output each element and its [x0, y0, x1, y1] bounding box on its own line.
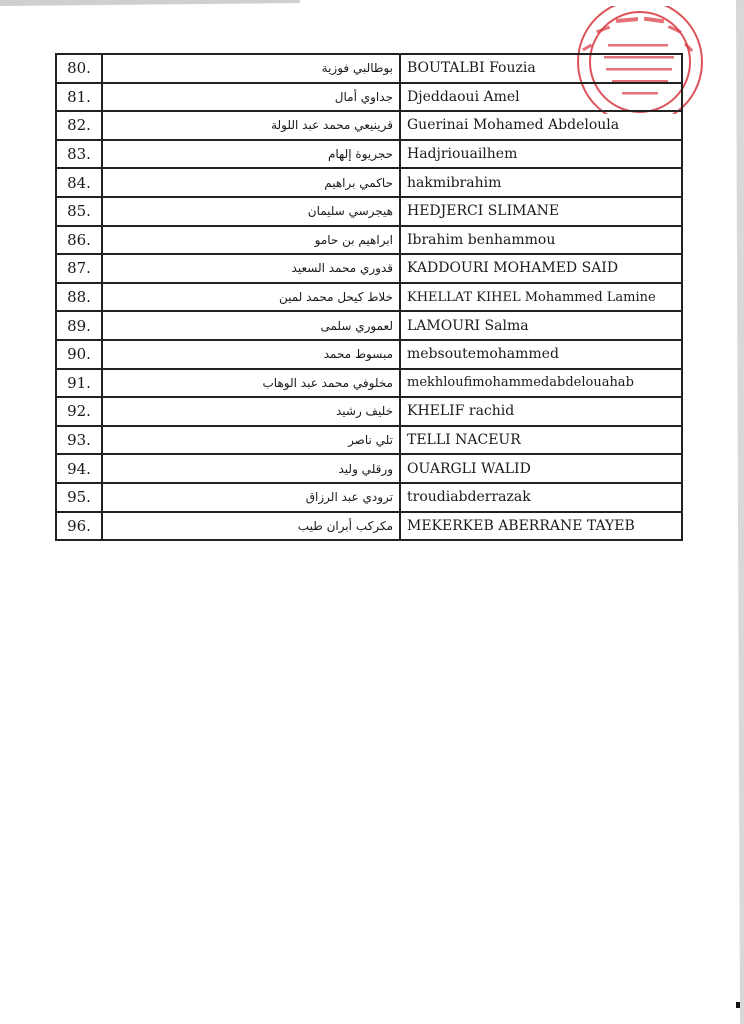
- table-row: [56, 226, 682, 255]
- arabic-name: بوطالبي فوزية: [102, 54, 400, 83]
- row-number: 83.: [56, 140, 102, 169]
- table-row: [56, 197, 682, 226]
- row-number: 92.: [56, 397, 102, 426]
- table-row: [56, 454, 682, 483]
- arabic-name: ورقلي وليد: [102, 454, 400, 483]
- latin-name: hakmibrahim: [400, 168, 682, 197]
- arabic-name: جداوي أمال: [102, 83, 400, 112]
- row-number: 87.: [56, 254, 102, 283]
- row-number: 90.: [56, 340, 102, 369]
- row-number: 80.: [56, 54, 102, 83]
- row-number: 95.: [56, 483, 102, 512]
- student-list-table: [55, 53, 683, 541]
- row-number: 93.: [56, 426, 102, 455]
- table-row: [56, 111, 682, 140]
- table-row: [56, 397, 682, 426]
- arabic-name: خليف رشيد: [102, 397, 400, 426]
- row-number: 94.: [56, 454, 102, 483]
- row-number: 85.: [56, 197, 102, 226]
- row-number: 91.: [56, 369, 102, 398]
- table-row: [56, 254, 682, 283]
- table-row: [56, 369, 682, 398]
- arabic-name: ترودي عبد الرزاق: [102, 483, 400, 512]
- latin-name: HEDJERCI SLIMANE: [400, 197, 682, 226]
- arabic-name: خلاط كيحل محمد لمين: [102, 283, 400, 312]
- arabic-name: هيجرسي سليمان: [102, 197, 400, 226]
- scan-speck-mark: [736, 1002, 740, 1008]
- arabic-name: حجريوة إلهام: [102, 140, 400, 169]
- latin-name: mekhloufimohammedabdelouahab: [400, 369, 682, 398]
- arabic-name: تلي ناصر: [102, 426, 400, 455]
- row-number: 84.: [56, 168, 102, 197]
- table-row: [56, 340, 682, 369]
- table-row: [56, 168, 682, 197]
- arabic-name: حاكمي براهيم: [102, 168, 400, 197]
- table-row: [56, 483, 682, 512]
- latin-name: Hadjriouailhem: [400, 140, 682, 169]
- row-number: 81.: [56, 83, 102, 112]
- row-number: 89.: [56, 311, 102, 340]
- arabic-name: قدوري محمد السعيد: [102, 254, 400, 283]
- arabic-name: مخلوفي محمد عبد الوهاب: [102, 369, 400, 398]
- latin-name: Guerinai Mohamed Abdeloula: [400, 111, 682, 140]
- table-row: [56, 283, 682, 312]
- arabic-name: مبسوط محمد: [102, 340, 400, 369]
- latin-name: mebsoutemohammed: [400, 340, 682, 369]
- arabic-name: قرينيعي محمد عبد اللولة: [102, 111, 400, 140]
- latin-name: LAMOURI Salma: [400, 311, 682, 340]
- row-number: 96.: [56, 512, 102, 541]
- arabic-name: لعموري سلمى: [102, 311, 400, 340]
- arabic-name: مكركب أبران طيب: [102, 512, 400, 541]
- table-row: [56, 311, 682, 340]
- latin-name: troudiabderrazak: [400, 483, 682, 512]
- latin-name: BOUTALBI Fouzia: [400, 54, 682, 83]
- latin-name: TELLI NACEUR: [400, 426, 682, 455]
- latin-name: OUARGLI WALID: [400, 454, 682, 483]
- table-row: [56, 426, 682, 455]
- table-row: [56, 83, 682, 112]
- arabic-name: ابراهيم بن حامو: [102, 226, 400, 255]
- latin-name: Ibrahim benhammou: [400, 226, 682, 255]
- row-number: 82.: [56, 111, 102, 140]
- table-row: [56, 140, 682, 169]
- row-number: 86.: [56, 226, 102, 255]
- latin-name: MEKERKEB ABERRANE TAYEB: [400, 512, 682, 541]
- student-list-body: [56, 54, 682, 540]
- row-number: 88.: [56, 283, 102, 312]
- latin-name: Djeddaoui Amel: [400, 83, 682, 112]
- latin-name: KADDOURI MOHAMED SAID: [400, 254, 682, 283]
- table-row: [56, 54, 682, 83]
- latin-name: KHELLAT KIHEL Mohammed Lamine: [400, 283, 682, 312]
- latin-name: KHELIF rachid: [400, 397, 682, 426]
- table-row: [56, 512, 682, 541]
